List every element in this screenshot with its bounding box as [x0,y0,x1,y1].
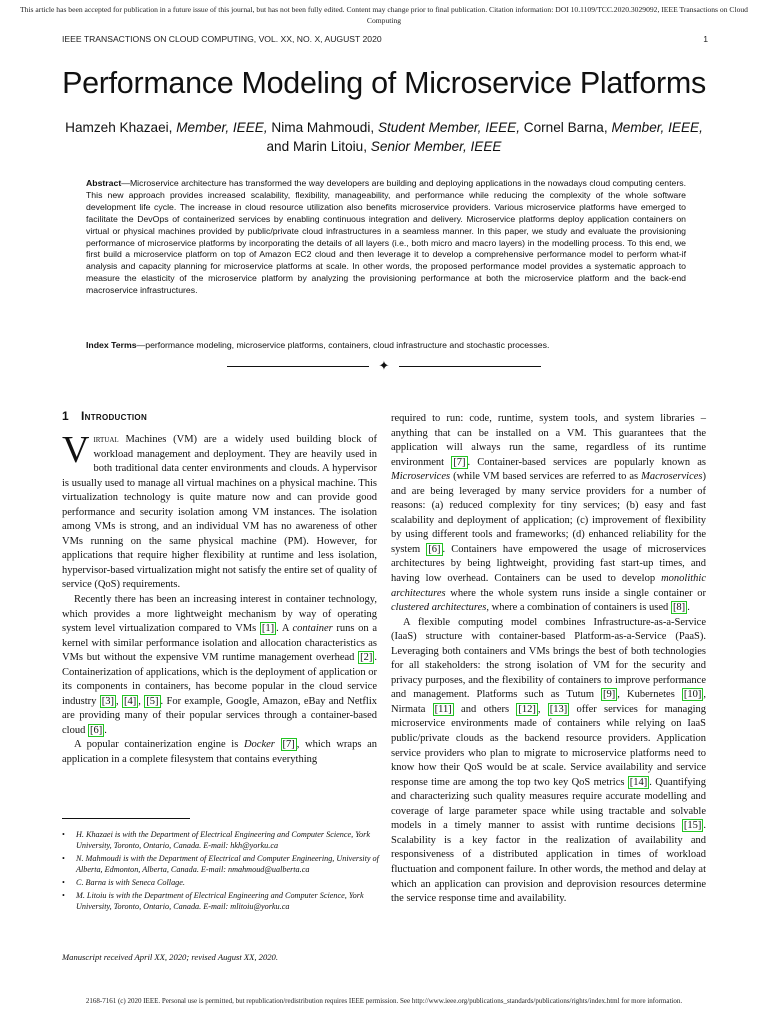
text-run: . [104,724,107,736]
paragraph [62,738,377,767]
footnote: • M. Litoiu is with the Department of Electrical Engineering and Computer Science, York University, Toronto, Ontario, Canada. E-mail: mlitoiu@yorku.ca [62,890,380,912]
footnote: • C. Barna is with Seneca Collage. [62,877,380,888]
text-run: Machines (VM) are a widely used building block of workload management and deployment. They are heavily used in both traditional data center environments and clouds. A hypervisor is usually used to manage all virtual machines on a physical machine. This virtualization technology is quite mature now and can provide good performance and security isolation among VM instances. The isolation among VMs is strong, and an individual VM has no awareness of other VMs running on the same physical machine (PM). However, for applications that require higher flexibility at runtime and less isolation, hypervisor-based virtualization might not satisfy the entire set of quality of service (QoS) requirements. [62,434,377,591]
emphasis: clustered architectures [391,602,487,614]
divider-ornament-icon: ✦ [378,358,390,373]
author-name: Cornel Barna, [520,120,612,135]
journal-name: IEEE TRANSACTIONS ON CLOUD COMPUTING, VOL. XX, NO. X, AUGUST 2020 [62,34,382,44]
author-role: Senior Member, IEEE [370,139,502,154]
text-run: runs on a kernel with similar performance isolation and allocation characteristics as VMs but without the expensive VM runtime management overhead [62,623,377,664]
text-run: . For example, Google, Amazon, eBay and Netflix are providing many of their popular services through a container-based cloud [62,695,378,736]
citation-link[interactable]: [11] [434,703,452,715]
paragraph [391,412,706,616]
citation-link[interactable]: [6] [428,543,441,555]
citation-link[interactable]: [10] [683,689,702,701]
text-run: A flexible computing model combines Infrastructure-as-a-Service (IaaS) structure with container-based Platform-as-a-Service (PaaS). Leveraging both containers and VMs brings the best of both technologies for all stakeholders: the strong isolation of VM for the security and privacy purposes, and the flexibility of containers to improve performance and management. Platforms such as Tutum [391,616,706,701]
text-run: , Kubernetes [617,689,682,701]
citation-link[interactable]: [3] [101,695,115,707]
footnote-rule [62,818,190,819]
text-run: offer services for managing microservice environments made of containers while relying on IaaS public/private clouds as the backend resource providers. Application service providers who plan to migrate to microservice platforms need to know how their QoS would be at scale. Service availability and service response time are among the top two key QoS metrics [391,703,706,788]
text-run: Recently there has been an increasing interest in container technology, which provides a more lightweight mechanism by way of operating system level virtualization compared to VMs [62,594,377,635]
text-run: , where a combination of containers is used [486,602,671,614]
text-run: , which wraps an application in a complete filesystem that contains everything [62,739,377,766]
text-run: ) and are being leveraged by many service providers for a number of reasons: (a) reduced complexity for tiny services; (b) easy and fast scalability and deployment of application; (c) improvement of flexibility by using different tools and frameworks; (d) enhanced reliability for the system [391,471,706,555]
author-list [40,118,728,156]
text-run: , Nirmata [391,689,706,715]
footnote: • N. Mahmoudi is with the Department of Electrical and Computer Engineering, University of Alberta, Edmonton, Alberta, Canada. E-mail: nmahmoud@ualberta.ca [62,853,380,875]
acceptance-notice: This article has been accepted for publication in a future issue of this journal, but has not been fully edited. Content may change prior to final publication. Citation information: DOI 10.1109/TCC.2020.3029092, IEEE Transactions on Cloud Computing [20,5,748,25]
emphasis: Macroservices [641,471,703,483]
section-divider [227,359,541,373]
author-name: and Marin Litoiu, [266,139,371,154]
index-terms-label: Index Terms [86,340,137,350]
index-terms-text: —performance modeling, microservice platforms, containers, cloud infrastructure and stochastic processes. [136,340,550,350]
text-run: , [116,695,123,707]
abstract [86,178,686,297]
citation-link[interactable]: [13] [549,703,568,715]
footnotes [62,829,380,914]
text-run: (while VM based services are referred to as [450,471,642,483]
citation-link[interactable]: [15] [683,820,702,832]
section-number: 1 [62,409,69,423]
divider-line-left [227,366,369,367]
footnote: • H. Khazaei is with the Department of Electrical Engineering and Computer Science, York University, Toronto, Ontario, Canada. E-mail: hkh@yorku.ca [62,829,380,851]
text-run: . A [276,623,293,635]
section-title: Introduction [80,409,148,423]
author-line-2 [40,137,728,156]
citation-link[interactable]: [8] [672,602,686,614]
author-role: Member, IEEE, [176,120,268,135]
section-heading [62,408,377,424]
author-name: Hamzeh Khazaei, [65,120,177,135]
divider-line-right [399,366,541,367]
citation-link[interactable]: [6] [89,724,103,736]
paper-title: Performance Modeling of Microservice Platforms [62,66,706,100]
smallcaps-text: irtual [93,434,119,445]
text-run: and others [453,703,517,715]
text-run: . Scalability is a key factor in the realization of availability and responsiveness of a distributed application in times of workload fluctuation and component failure. In other words, the method and delay at which an application can provision and deprovision resources determine the service response time and availability. [391,820,706,905]
text-run: A popular containerization engine is [74,739,244,751]
citation-link[interactable]: [4] [124,695,137,707]
emphasis: Docker [243,739,275,751]
citation-link[interactable]: [14] [629,776,648,788]
right-column [391,412,706,907]
citation-link[interactable]: [5] [146,695,159,707]
emphasis: container [292,623,333,635]
text-run: where the whole system runs inside a single container or [445,587,706,599]
manuscript-note: Manuscript received April XX, 2020; revised August XX, 2020. [62,952,278,962]
text-run: . Quantifying and characterizing such quality measures require accurate modelling and coverage of large parameter space while using tractable and solvable models in a timely manner to assist with runtime decisions [391,776,706,832]
page-number: 1 [703,34,708,44]
left-column [62,408,377,768]
abstract-label: Abstract [86,178,122,188]
emphasis: Microservices [391,471,451,483]
author-line-1 [40,118,728,137]
paragraph [62,593,377,738]
text-run: required to run: code, runtime, system tools, and system libraries – anything that can be installed on a VM. This guarantees that the application will always run the same, regardless of its runtime environment [391,413,706,468]
author-name: Nima Mahmoudi, [267,120,378,135]
drop-cap: V [62,429,90,471]
text-run [275,739,281,750]
copyright-notice: 2168-7161 (c) 2020 IEEE. Personal use is permitted, but republication/redistribution requires IEEE permission. See http://www.ieee.org/publications_standards/publications/rights/index.html for more information. [85,997,683,1005]
text-run: . [687,602,690,614]
text-run: . Containers have empowered the usage of microservices architectures by being lightweight, providing fast start-up times, and having low overhead. Containers can be used to develop [391,543,706,585]
citation-link[interactable]: [12] [518,703,536,715]
index-terms [86,339,686,351]
citation-link[interactable]: [9] [603,689,616,701]
emphasis: monolithic architectures [391,573,706,599]
author-role: Member, IEEE, [611,120,703,135]
citation-link[interactable]: [7] [453,456,466,468]
text-run: . Container-based services are popularly known as [467,456,706,468]
citation-link[interactable]: [2] [360,652,373,664]
author-role: Student Member, IEEE, [377,120,520,135]
paragraph [62,429,377,593]
citation-link[interactable]: [1] [261,623,275,635]
citation-link[interactable]: [7] [282,739,295,751]
text-run: . Containerization of applications, which is the deployment of application or its components in containers, has become popular in the cloud service industry [62,652,377,707]
text-run: , [138,695,145,707]
paragraph [391,616,706,907]
abstract-text: —Microservice architecture has transformed the way developers are building and deploying applications in the nowadays cloud computing centers. This new approach provides increased scalability, flexibility, manageability, and performance while reducing the complexity of the whole software development life cycle. The increase in cloud resource utilization also benefits microservice providers. Various microservice platforms have emerged to facilitate the DevOps of containerized services by enabling continuous integration and delivery. Microservice platforms deploy application containers on virtual or physical machines provided by public/private cloud infrastructures in a seamless manner. In this paper, we study and evaluate the provisioning performance of microservice platforms by incorporating the details of all layers (i.e., both micro and macro layers) in the modelling process. To this end, we first build a microservice platform on top of Amazon EC2 cloud and then leverage it to develop a comprehensive performance model to perform what-if analysis and capacity planning for microservice platforms at scale. In other words, the proposed performance model provides a systematic approach to measure the elasticity of the microservice platform by analyzing the provisioning performance at both the microservice platform and the back-end macroservice infrastructures. [86,178,686,296]
text-run: , [537,703,548,715]
